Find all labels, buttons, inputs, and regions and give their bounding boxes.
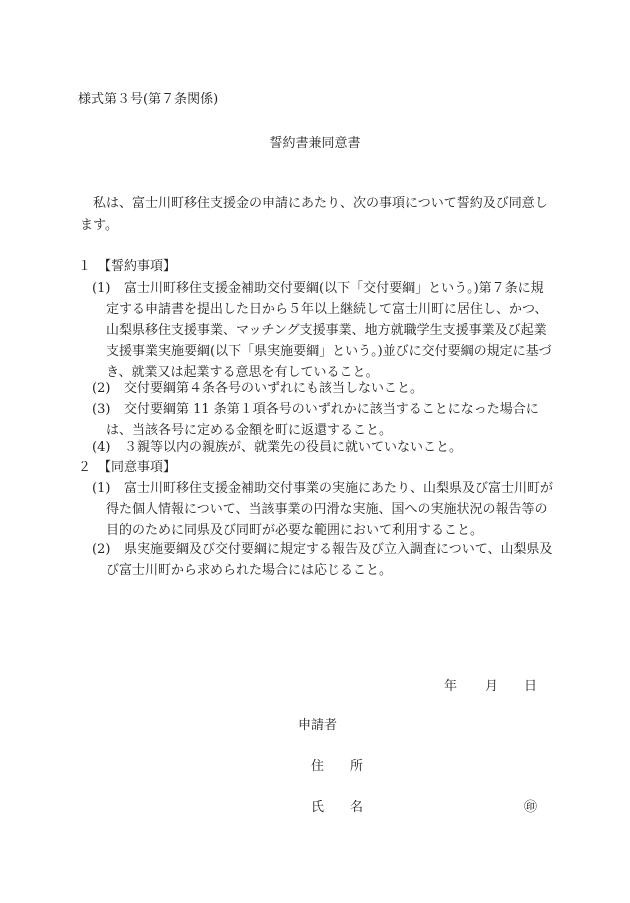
form-number: 様式第３号(第７条関係) (78, 92, 219, 107)
oath-item-1-number: (1) (92, 281, 111, 296)
date-day-label: 日 (524, 679, 538, 694)
name-label: 氏 名 (311, 800, 364, 815)
consent-item-2-text: 県実施要綱及び交付要綱に規定する報告及び立入調査について、山梨県及び富士川町から求められた場合には応じること。 (106, 542, 553, 578)
oath-item-3-text: 交付要綱第 11 条第１項各号のいずれかに該当することになった場合には、当該各号に定める金額を町に返還すること。 (106, 402, 539, 438)
section-2-heading: 【同意事項】 (98, 460, 177, 475)
consent-item-1-number: (1) (92, 481, 111, 496)
section-1-number: １ (78, 259, 92, 274)
date-month-label: 月 (485, 679, 499, 694)
address-label: 住 所 (311, 759, 364, 774)
oath-item-2-text: 交付要綱第４条各号のいずれにも該当しないこと。 (124, 381, 424, 396)
oath-item-4-text: ３親等以内の親族が、就業先の役員に就いていないこと。 (124, 440, 463, 455)
consent-item-2-number: (2) (92, 542, 111, 557)
oath-item-2-number: (2) (92, 381, 111, 396)
section-1-heading: 【誓約事項】 (98, 259, 177, 274)
consent-item-1-text: 富士川町移住支援金補助交付事業の実施にあたり、山梨県及び富士川町が得た個人情報について、当該事業の円滑な実施、国への実施状況の報告等の目的のために同県及び同町が必要な範囲において利用すること。 (106, 481, 554, 538)
oath-item-3-number: (3) (92, 402, 111, 417)
intro-text: 私は、富士川町移住支援金の申請にあたり、次の事項について誓約及び同意します。 (80, 196, 548, 233)
oath-item-4-number: (4) (92, 440, 111, 455)
seal-mark: ㊞ (524, 800, 538, 815)
document-title: 誓約書兼同意書 (269, 136, 361, 151)
section-2-number: ２ (78, 460, 92, 475)
date-year-label: 年 (444, 679, 458, 694)
oath-item-1-text: 富士川町移住支援金補助交付要綱(以下「交付要綱」という。)第７条に規定する申請書を提出した日から５年以上継続して富士川町に居住し、かつ、山梨県移住支援事業、マッチング支援事業、地方就職学生支援事業及び起業支援事業実施要綱(以下「県実施要綱」という。)並びに交付要綱の規定に基づき、就業又は起業する意思を有していること。 (106, 281, 552, 380)
applicant-label: 申請者 (298, 718, 338, 733)
intro-paragraph (80, 193, 555, 237)
